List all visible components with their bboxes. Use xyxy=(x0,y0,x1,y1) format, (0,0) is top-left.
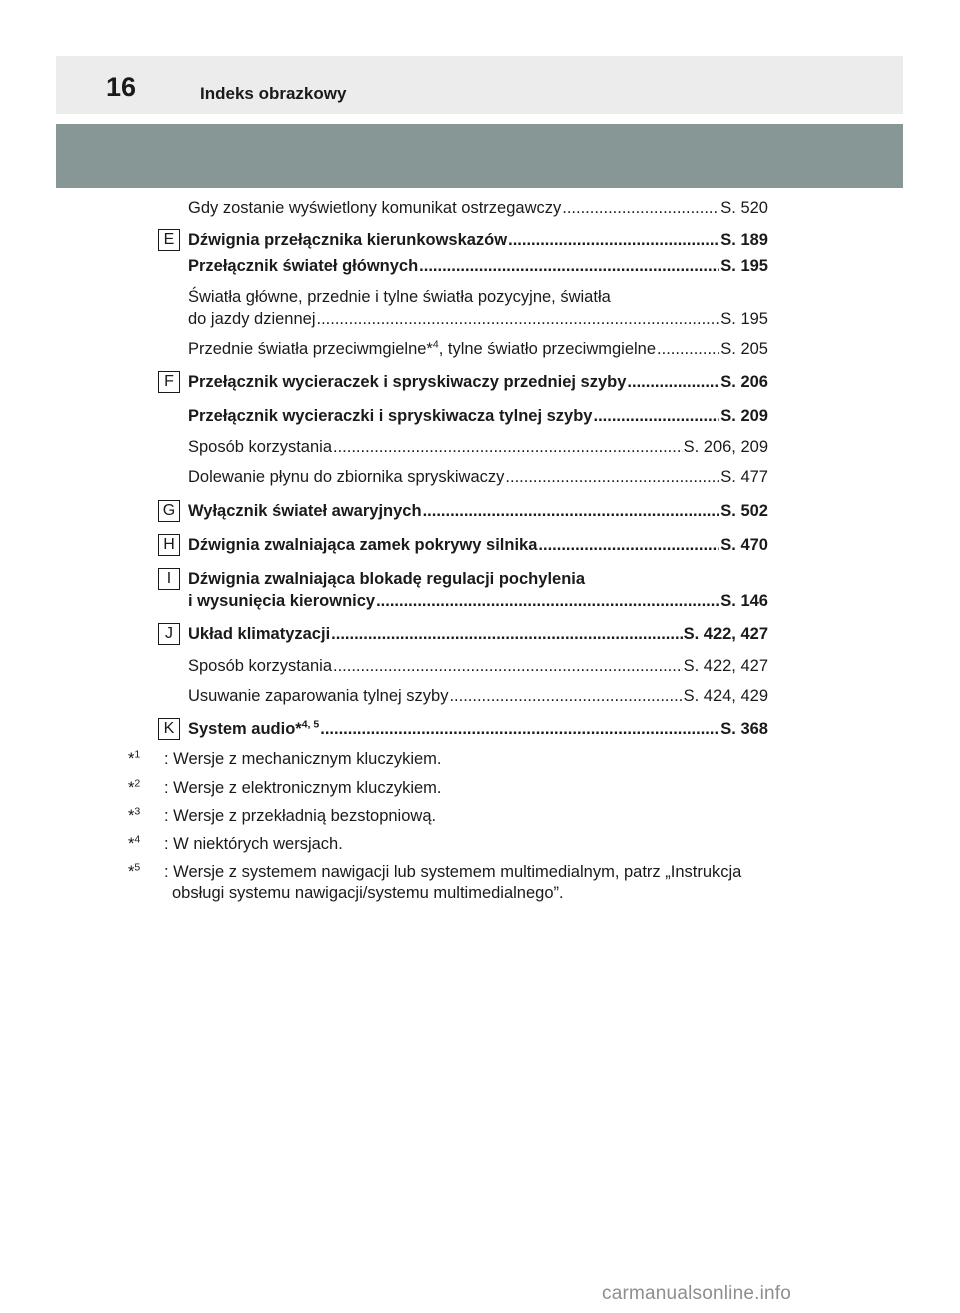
footnote-text: : Wersje z systemem nawigacji lub systemem multimedialnym, patrz „Instrukcja xyxy=(164,863,742,881)
index-entry xyxy=(188,685,768,707)
entry-label-after: , tylne światło przeciwmgielne xyxy=(438,340,657,358)
marker-k: K xyxy=(158,718,180,740)
footnote-text: : W niektórych wersjach. xyxy=(164,835,343,853)
entry-label: Dźwignia zwalniająca zamek pokrywy silnika xyxy=(188,536,538,554)
entry-label: Dźwignia przełącznika kierunkowskazów xyxy=(188,231,508,249)
footnote-text: : Wersje z mechanicznym kluczykiem. xyxy=(164,750,442,768)
entry-page[interactable]: S. 195 xyxy=(720,310,768,328)
entry-label-line1: Dźwignia zwalniająca blokadę regulacji pochylenia xyxy=(188,570,586,588)
entry-label: Przednie światła przeciwmgielne* xyxy=(188,340,433,358)
entry-label: Gdy zostanie wyświetlony komunikat ostrzegawczy xyxy=(188,199,562,217)
entry-page[interactable]: S. 209 xyxy=(720,407,768,425)
entry-page[interactable]: S. 470 xyxy=(720,536,768,554)
entry-page[interactable]: S. 520 xyxy=(720,199,768,217)
index-entry xyxy=(188,405,768,427)
footnote-text-continued: obsługi systemu nawigacji/systemu multimedialnego”. xyxy=(172,884,564,902)
index-entry xyxy=(188,500,768,522)
entry-page[interactable]: S. 422, 427 xyxy=(683,625,768,643)
marker-e: E xyxy=(158,229,180,251)
index-entry xyxy=(188,197,768,219)
marker-h: H xyxy=(158,534,180,556)
index-entry xyxy=(188,436,768,458)
watermark: carmanualsonline.info xyxy=(602,1283,792,1304)
entry-label: Sposób korzystania xyxy=(188,657,332,675)
entry-label: System audio* xyxy=(188,720,302,738)
entry-page[interactable]: S. 502 xyxy=(720,502,768,520)
footnote-mark: * xyxy=(128,807,135,825)
entry-page[interactable]: S. 206 xyxy=(720,373,768,391)
footnote-mark: * xyxy=(128,779,135,797)
marker-i: I xyxy=(158,568,180,590)
footnote-mark: * xyxy=(128,750,135,768)
entry-page[interactable]: S. 206, 209 xyxy=(683,438,768,456)
index-entry xyxy=(188,371,768,393)
entry-label: Przełącznik wycieraczek i spryskiwaczy przedniej szyby xyxy=(188,373,627,391)
footnote-text: : Wersje z przekładnią bezstopniową. xyxy=(164,807,437,825)
marker-g: G xyxy=(158,500,180,522)
entry-page[interactable]: S. 477 xyxy=(720,468,768,486)
footnote-number: 4 xyxy=(134,833,141,846)
index-entry xyxy=(188,255,768,277)
entry-label: Sposób korzystania xyxy=(188,438,332,456)
entry-label-line1: Światła główne, przednie i tylne światła pozycyjne, światła xyxy=(188,288,611,306)
section-band xyxy=(56,124,903,188)
footnote-ref: 4 xyxy=(432,338,439,351)
index-entry xyxy=(188,286,768,330)
entry-page[interactable]: S. 368 xyxy=(720,720,768,738)
footnote-number: 2 xyxy=(134,777,141,790)
index-entry xyxy=(188,229,768,251)
footnote-mark: * xyxy=(128,863,135,881)
footnote-text: : Wersje z elektronicznym kluczykiem. xyxy=(164,779,442,797)
index-entry xyxy=(188,718,768,740)
footnote-number: 5 xyxy=(134,861,141,874)
footnote-number: 1 xyxy=(134,748,141,761)
index-entry xyxy=(188,466,768,488)
entry-label: do jazdy dziennej xyxy=(188,310,316,328)
entry-label: Dolewanie płynu do zbiornika spryskiwaczy xyxy=(188,468,505,486)
entry-label: Usuwanie zaparowania tylnej szyby xyxy=(188,687,449,705)
entry-page[interactable]: S. 195 xyxy=(720,257,768,275)
index-entry xyxy=(188,568,768,612)
entry-page[interactable]: S. 146 xyxy=(720,592,768,610)
footnote-ref: 4, 5 xyxy=(301,718,320,731)
entry-label: i wysunięcia kierownicy xyxy=(188,592,376,610)
marker-j: J xyxy=(158,623,180,645)
footnote-mark: * xyxy=(128,835,135,853)
index-entry xyxy=(188,534,768,556)
marker-f: F xyxy=(158,371,180,393)
entry-label: Wyłącznik świateł awaryjnych xyxy=(188,502,422,520)
header-band xyxy=(56,56,903,114)
entry-label: Przełącznik wycieraczki i spryskiwacza tylnej szyby xyxy=(188,407,593,425)
entry-page[interactable]: S. 205 xyxy=(720,340,768,358)
page-number: 16 xyxy=(106,72,137,102)
page-title: Indeks obrazkowy xyxy=(200,84,347,103)
entry-label: Przełącznik świateł głównych xyxy=(188,257,419,275)
index-entry xyxy=(188,623,768,645)
entry-label: Układ klimatyzacji xyxy=(188,625,331,643)
footnote-number: 3 xyxy=(134,805,141,818)
index-entry xyxy=(188,338,768,360)
index-entry xyxy=(188,655,768,677)
entry-page[interactable]: S. 189 xyxy=(720,231,768,249)
entry-page[interactable]: S. 424, 429 xyxy=(683,687,768,705)
entry-page[interactable]: S. 422, 427 xyxy=(683,657,768,675)
